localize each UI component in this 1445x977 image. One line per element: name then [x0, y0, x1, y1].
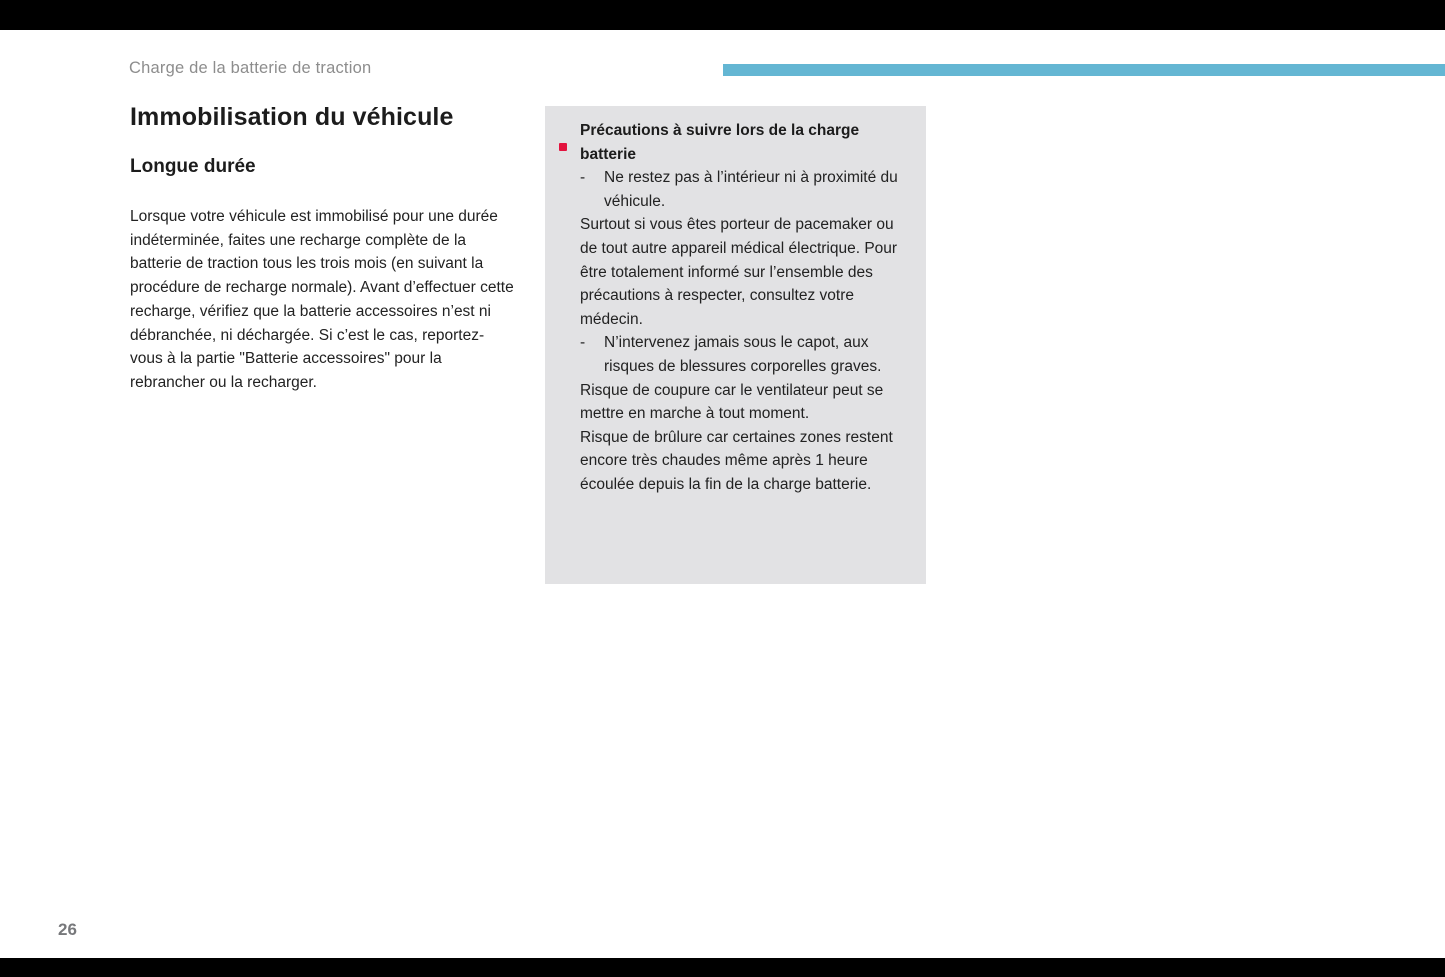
warning-box: [545, 106, 926, 584]
warning-item-text: N’intervenez jamais sous le capot, aux risques de blessures corporelles graves.: [604, 334, 882, 375]
header-accent-bar: [723, 64, 1445, 76]
warning-body: [580, 166, 910, 496]
exclamation-icon: [556, 119, 580, 151]
section-header: Charge de la batterie de traction: [129, 59, 372, 77]
warning-item-text: Ne restez pas à l’intérieur ni à proximité du véhicule.: [604, 169, 898, 210]
warning-title: Précautions à suivre lors de la charge batterie: [580, 122, 860, 163]
warning-list-item: [580, 331, 910, 378]
dash-bullet: -: [580, 334, 586, 352]
warning-item-text: Risque de coupure car le ventilateur peut se mettre en marche à tout moment.: [580, 381, 884, 423]
bottom-black-bar: [0, 958, 1445, 977]
body-paragraph: Lorsque votre véhicule est immobilisé pour une durée indéterminée, faites une recharge complète de la batterie de traction tous les trois mois (en suivant la procédure de recharge normale). Avant d’effectuer cette recharge, vérifiez que la batterie accessoires n’est ni débranchée, ni déchargée. Si c’est le cas, reportez-vous à la partie "Batterie accessoires" pour la rebrancher ou la recharger.: [130, 208, 514, 391]
section-subtitle: Longue durée: [130, 156, 256, 177]
warning-list-item: [580, 379, 910, 426]
page-title: Immobilisation du véhicule: [130, 103, 454, 131]
warning-item-text: Surtout si vous êtes porteur de pacemaker ou de tout autre appareil médical électrique. Pour être totalement informé sur l’ensemble des précautions à respecter, consultez votre médecin.: [580, 216, 898, 328]
page-number: 26: [58, 920, 77, 939]
warning-list-item: [580, 213, 910, 331]
warning-item-text: Risque de brûlure car certaines zones restent encore très chaudes même après 1 heure écoulée depuis la fin de la charge batterie.: [580, 428, 893, 493]
warning-list-item: [580, 426, 910, 497]
main-column: [130, 103, 514, 395]
top-black-bar: [0, 0, 1445, 30]
warning-list-item: [580, 166, 910, 213]
dash-bullet: -: [580, 169, 586, 187]
warning-header: [556, 119, 910, 166]
